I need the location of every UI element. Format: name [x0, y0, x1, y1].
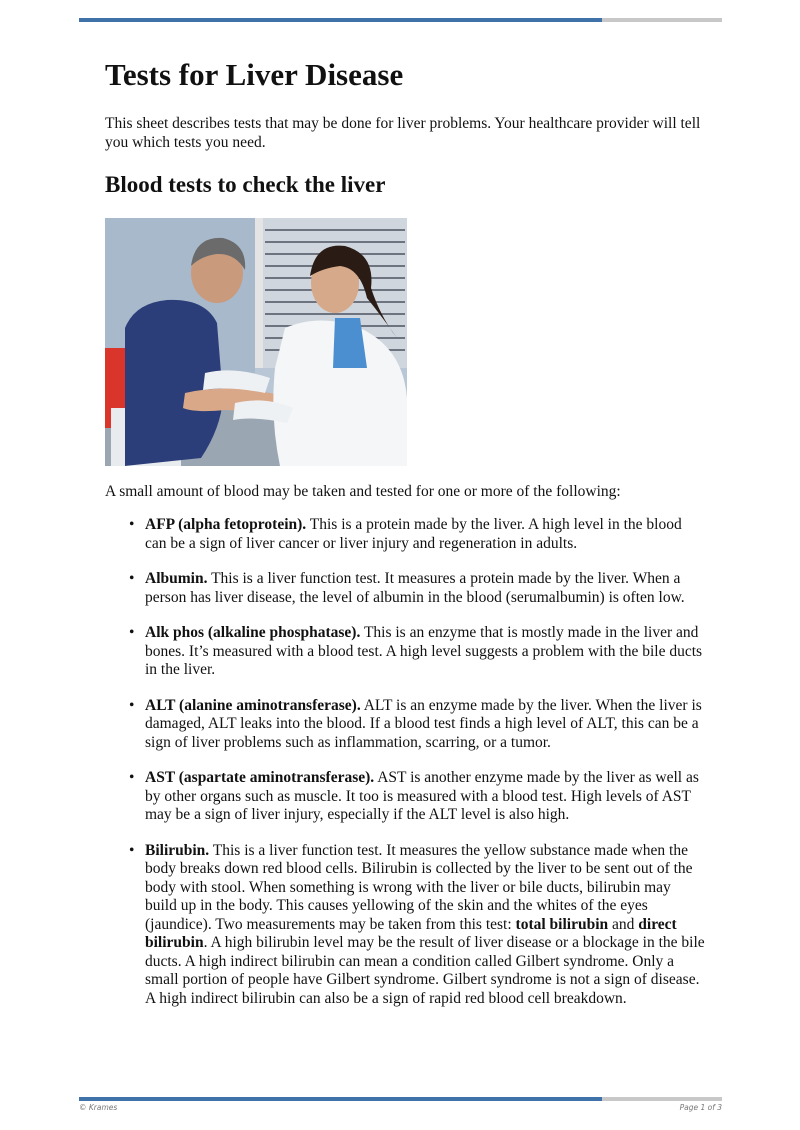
conjunction: and	[608, 915, 639, 933]
test-description: AST is another enzyme made by the liver as well as by other organs such as muscle. It too is measured with a blood test. High levels of AST may be a sign of liver injury, especially if the ALT level is also high.	[145, 769, 699, 823]
footer-rule-accent	[79, 1097, 602, 1101]
intro-paragraph: This sheet describes tests that may be done for liver problems. Your healthcare provider will tell you which tests you need.	[105, 115, 701, 151]
test-description: This is a protein made by the liver. A high level in the blood can be a sign of liver cancer or liver injury and regeneration in adults.	[145, 516, 682, 552]
test-term: Bilirubin.	[145, 841, 210, 859]
header-rule	[79, 18, 722, 22]
list-item	[105, 570, 705, 607]
bullet: •	[129, 570, 135, 587]
tests-intro: A small amount of blood may be taken and tested for one or more of the following:	[105, 483, 621, 500]
bullet: •	[129, 516, 135, 533]
list-item	[105, 769, 705, 825]
bullet: •	[129, 841, 135, 859]
header-rule-accent	[79, 18, 602, 22]
bullet: •	[129, 696, 135, 714]
test-description: This is a liver function test. It measures a protein made by the liver. When a person has liver disease, the level of albumin in the blood (serumalbumin) is often low.	[145, 570, 685, 606]
test-description: This is a liver function test. It measures the yellow substance made when the body breaks down red blood cells. Bilirubin is collected by the liver to be sent out of the body with stool. When something is wrong with the liver or bile ducts, bilirubin may build up in the body. This causes yellowing of the skin and the whites of the eyes (jaundice). Two measurements may be taken from this test:	[145, 841, 693, 933]
footer-rule	[79, 1097, 722, 1101]
page-title: Tests for Liver Disease	[105, 57, 404, 92]
total-bilirubin-term: total bilirubin	[515, 915, 609, 933]
list-item	[105, 842, 705, 1009]
test-description-continued: . A high bilirubin level may be the result of liver disease or a blockage in the bile ducts. A high indirect bilirubin can mean a condition called Gilbert syndrome. Only a small portion of people have Gilbert syndrome. Gilbert syndrome is not a sign of disease. A high indirect bilirubin can also be a sign of rapid red blood cell breakdown.	[145, 934, 705, 1007]
test-term: Alk phos (alkaline phosphatase).	[145, 624, 361, 641]
section-heading: Blood tests to check the liver	[105, 172, 386, 197]
list-item	[105, 624, 705, 680]
liver-tests-list	[105, 516, 705, 1025]
list-item	[105, 516, 705, 553]
copyright: © Krames	[79, 1103, 118, 1112]
direct-bilirubin-term: direct bilirubin	[145, 915, 677, 951]
page-number: Page 1 of 3	[679, 1103, 722, 1112]
test-term: AST (aspartate aminotransferase).	[145, 769, 375, 786]
bullet: •	[129, 769, 135, 786]
test-description: ALT is an enzyme made by the liver. When the liver is damaged, ALT leaks into the blood. If a blood test finds a high level of ALT, this can be a sign of liver problems such as inflammation, scarring, or a tumor.	[145, 696, 702, 751]
list-item	[105, 697, 705, 753]
test-term: AFP (alpha fetoprotein).	[145, 516, 307, 533]
test-term: ALT (alanine aminotransferase).	[145, 696, 361, 714]
test-term: Albumin.	[145, 570, 208, 587]
bullet: •	[129, 624, 135, 641]
test-description: This is an enzyme that is mostly made in the liver and bones. It’s measured with a blood test. A high level suggests a problem with the bile ducts in the liver.	[145, 624, 703, 678]
blood-draw-photo	[105, 218, 407, 466]
